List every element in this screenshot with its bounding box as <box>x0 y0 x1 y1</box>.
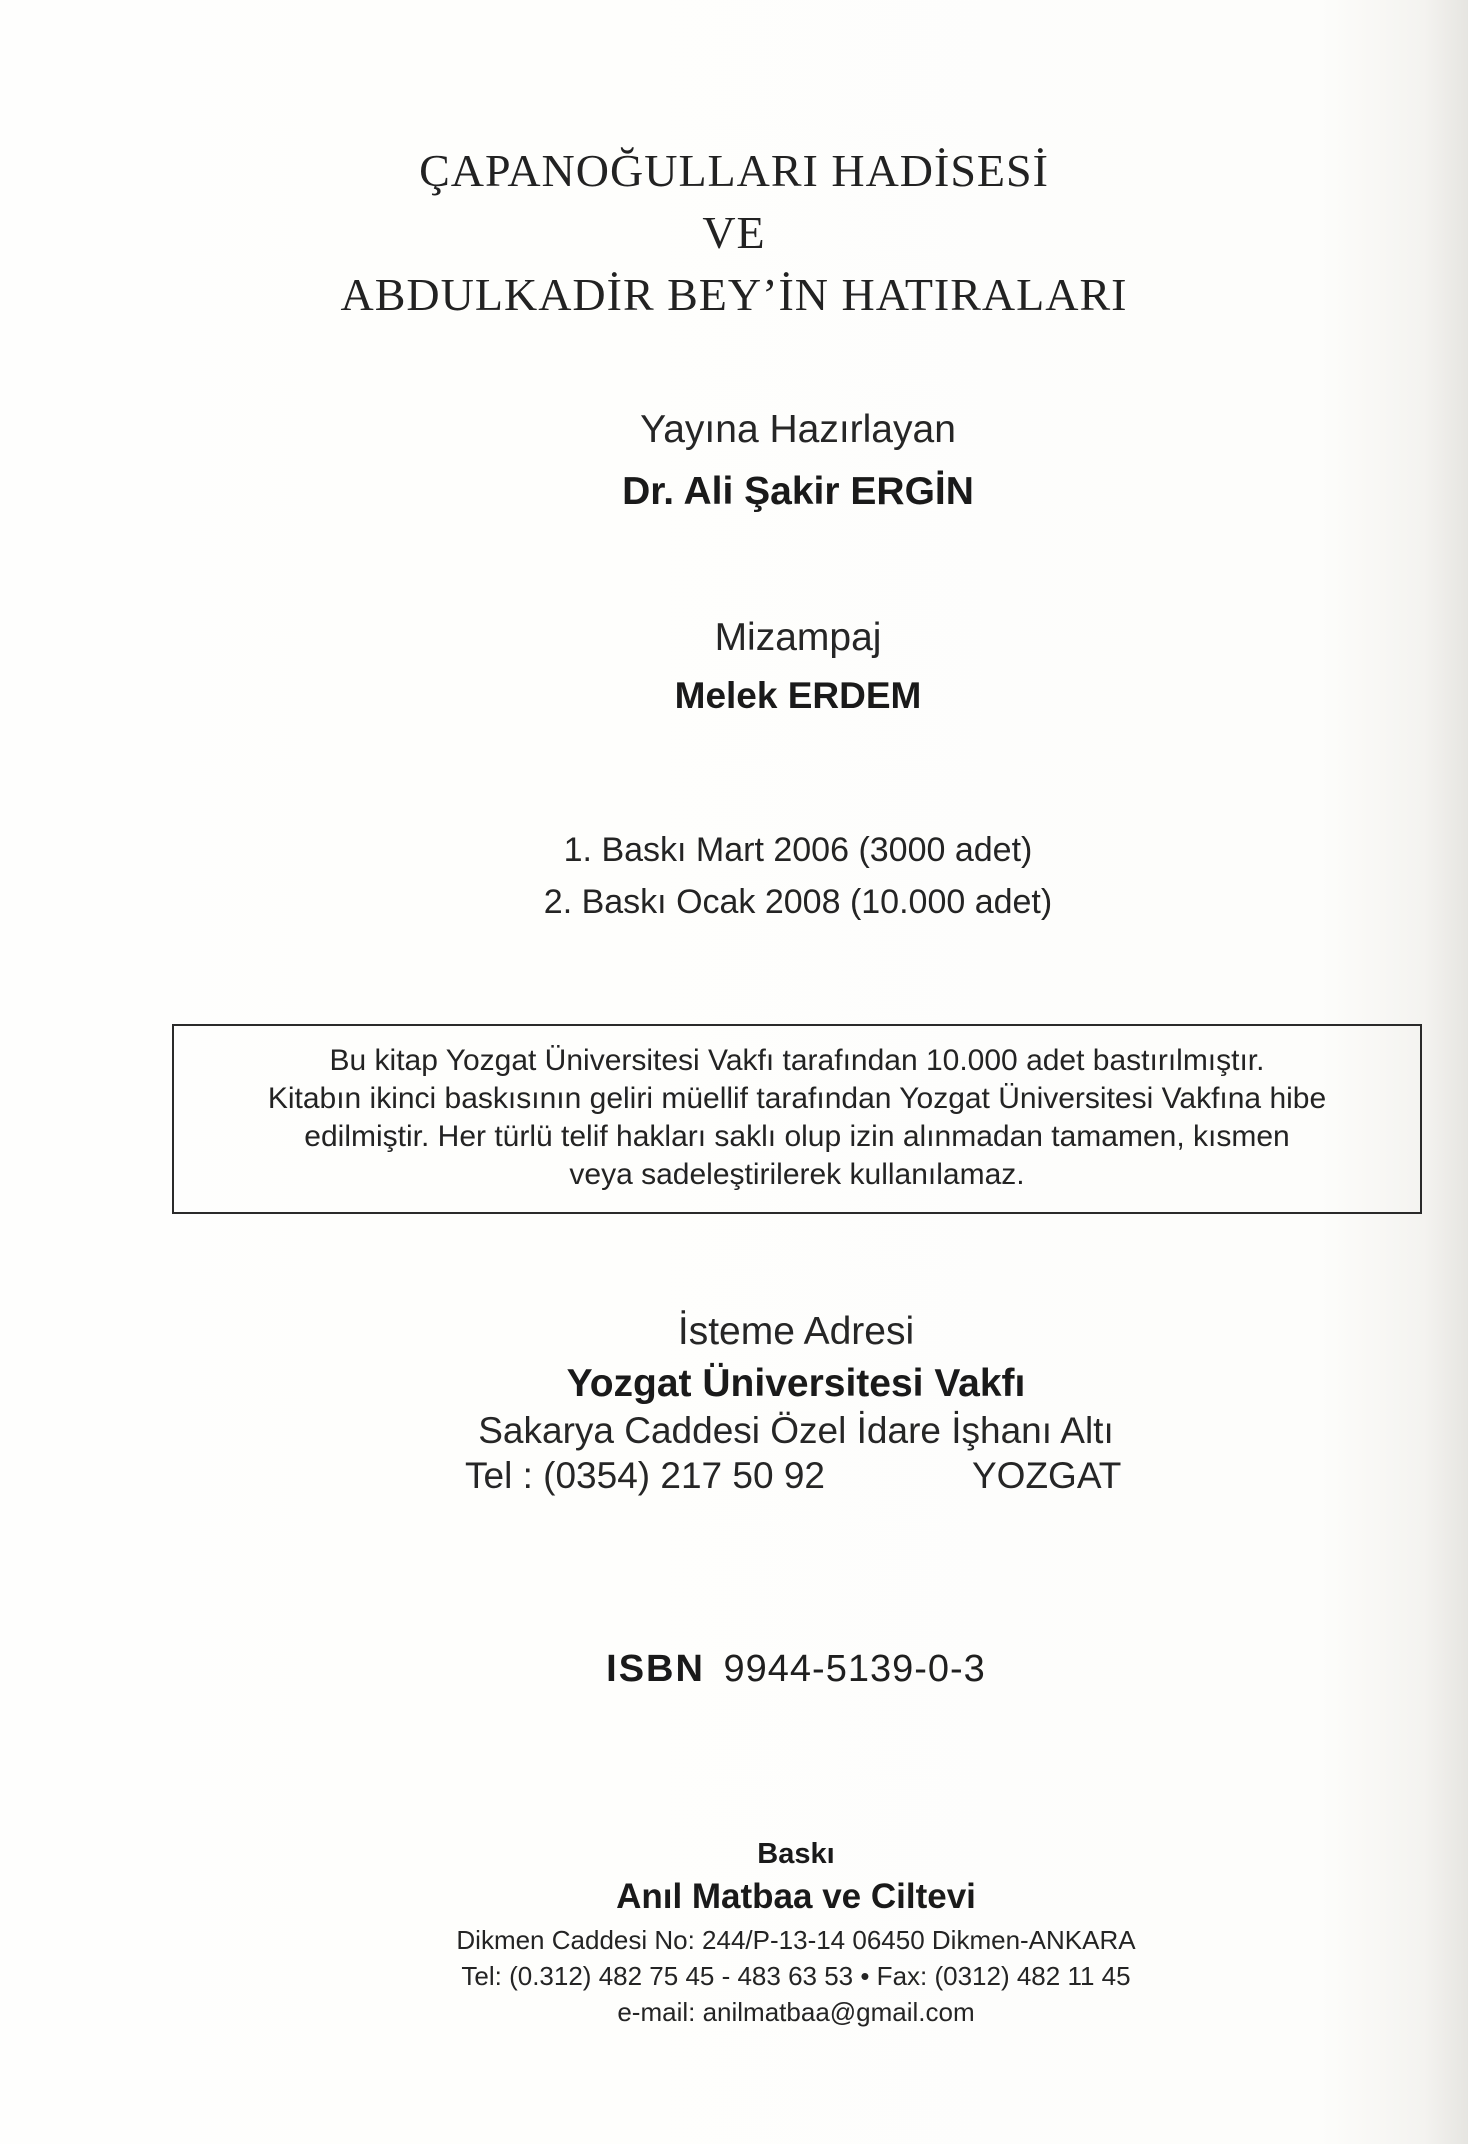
order-address-street: Sakarya Caddesi Özel İdare İşhanı Altı <box>478 1410 1114 1451</box>
notice-box <box>172 1024 1422 1214</box>
layout-credit-label: Mizampaj <box>714 616 882 659</box>
printer-email: e-mail: anilmatbaa@gmail.com <box>617 1997 975 2027</box>
printer-address: Dikmen Caddesi No: 244/P-13-14 06450 Dikmen-ANKARA <box>456 1925 1136 1955</box>
order-address-tel: Tel : (0354) 217 50 92 <box>465 1455 825 1496</box>
notice-line-3: edilmiştir. Her türlü telif hakları saklı olup izin alınmadan tamamen, kısmen <box>304 1120 1290 1153</box>
order-address-label: İsteme Adresi <box>677 1310 915 1353</box>
order-address-city: YOZGAT <box>972 1455 1122 1496</box>
order-address-org: Yozgat Üniversitesi Vakfı <box>566 1362 1026 1405</box>
title-line-2: VE <box>702 207 766 258</box>
isbn-row <box>62 1648 1468 1691</box>
title-line-3: ABDULKADİR BEY’İN HATIRALARI <box>340 269 1128 320</box>
editions-list <box>64 824 1468 928</box>
edition-2: 2. Baskı Ocak 2008 (10.000 adet) <box>543 883 1053 921</box>
notice-line-1: Bu kitap Yozgat Üniversitesi Vakfı tarafından 10.000 adet bastırılmıştır. <box>329 1044 1265 1077</box>
layout-credit-name: Melek ERDEM <box>674 675 922 716</box>
printer-name: Anıl Matbaa ve Ciltevi <box>616 1877 976 1916</box>
book-title <box>0 140 1468 326</box>
printer-label: Baskı <box>757 1838 835 1870</box>
isbn-value: 9944-5139-0-3 <box>723 1648 986 1690</box>
editor-label: Yayına Hazırlayan <box>640 408 956 451</box>
printer-phone: Tel: (0.312) 482 75 45 - 483 63 53 • Fax: (0312) 482 11 45 <box>461 1961 1131 1991</box>
title-line-1: ÇAPANOĞULLARI HADİSESİ <box>419 145 1049 196</box>
edition-1: 1. Baskı Mart 2006 (3000 adet) <box>563 831 1033 869</box>
printer-details <box>62 1922 1468 2030</box>
isbn-label: ISBN <box>606 1648 705 1690</box>
notice-line-2: Kitabın ikinci baskısının geliri müellif tarafından Yozgat Üniversitesi Vakfına hibe <box>267 1082 1327 1115</box>
notice-line-4: veya sadeleştirilerek kullanılamaz. <box>569 1158 1025 1191</box>
editor-name: Dr. Ali Şakir ERGİN <box>622 470 974 513</box>
